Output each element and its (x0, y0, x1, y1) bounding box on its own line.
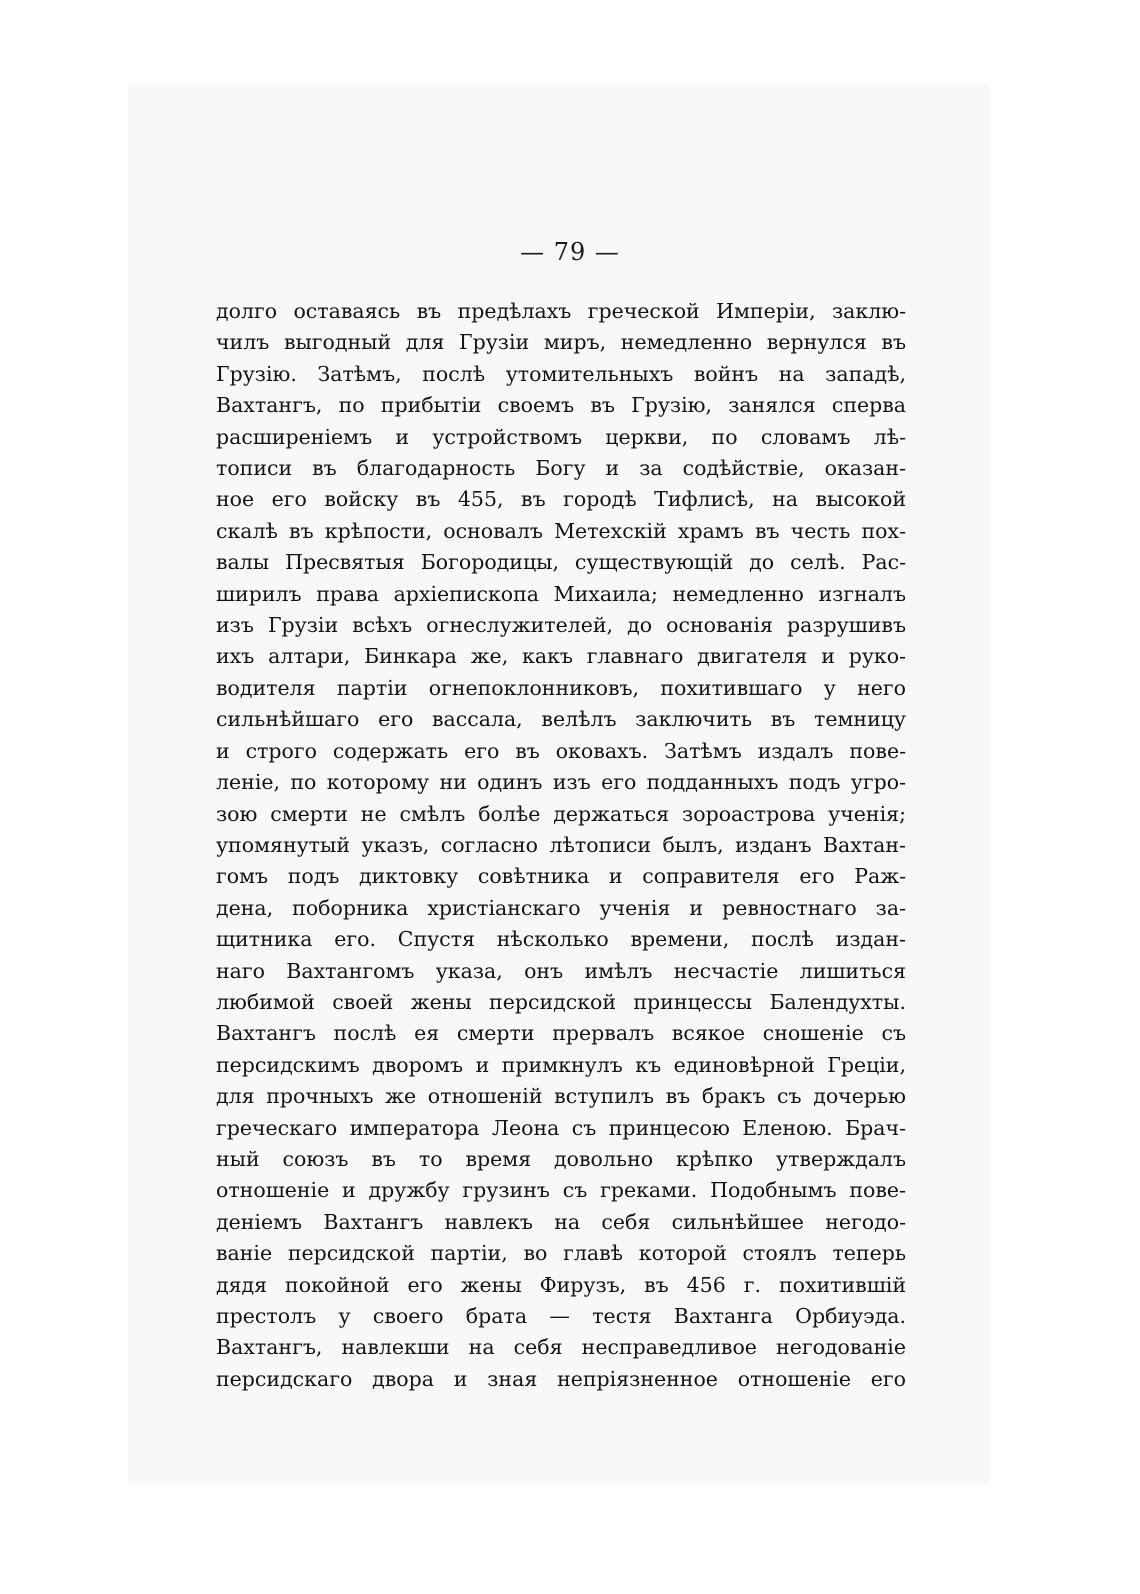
text-line: скалѣ въ крѣпости, основалъ Метехскій храмъ въ честь пох- (216, 518, 906, 543)
text-line: долго оставаясь въ предѣлахъ греческой Имперіи, заклю- (216, 299, 906, 323)
text-line: ное его войску въ 455, въ городѣ Тифлисѣ, на высокой (216, 487, 906, 512)
text-line: сильнѣйшаго его вассала, велѣлъ заключить въ темницу (216, 707, 906, 732)
text-line: щитника его. Спустя нѣсколько времени, послѣ издан- (216, 927, 906, 952)
text-line: упомянутый указъ, согласно лѣтописи былъ, изданъ Вахтан- (216, 832, 906, 857)
text-line: расширеніемъ и устройствомъ церкви, по словамъ лѣ- (216, 424, 906, 449)
text-line: любимой своей жены персидской принцессы Балендухты. (216, 989, 906, 1014)
text-line: ширилъ права архіепископа Михаила; немедленно изгналъ (216, 581, 906, 606)
text-line: отношеніе и дружбу грузинъ съ греками. Подобнымъ пове- (216, 1178, 906, 1203)
text-line: и строго содержать его въ оковахъ. Затѣмъ издалъ пове- (216, 738, 906, 763)
text-line: наго Вахтангомъ указа, онъ имѣлъ несчастіе лишиться (216, 958, 906, 983)
text-line: персидскаго двора и зная непріязненное отношеніе его (216, 1366, 906, 1391)
text-line: греческаго императора Леона съ принцесою Еленою. Брач- (216, 1115, 906, 1140)
text-line: Грузію. Затѣмъ, послѣ утомительныхъ войнъ на западѣ, (216, 361, 906, 386)
text-line: Вахтангъ послѣ ея смерти прервалъ всякое сношеніе съ (216, 1021, 906, 1046)
text-line: персидскимъ дворомъ и примкнулъ къ единовѣрной Греціи, (216, 1052, 906, 1077)
page-number: — 79 — (520, 238, 620, 266)
text-line: ный союзъ въ то время довольно крѣпко утверждалъ (216, 1146, 906, 1171)
text-line: Вахтангъ, навлекши на себя несправедливое негодованіе (216, 1335, 906, 1360)
text-line: зою смерти не смѣлъ болѣе держаться зороастрова ученія; (216, 801, 906, 826)
text-line: для прочныхъ же отношеній вступилъ въ бракъ съ дочерью (216, 1084, 906, 1109)
text-line: валы Пресвятыя Богородицы, существующій до селѣ. Рас- (216, 550, 906, 575)
text-line: изъ Грузіи всѣхъ огнеслужителей, до основанія разрушивъ (216, 613, 906, 638)
text-line: тописи въ благодарность Богу и за содѣйствіе, оказан- (216, 456, 906, 481)
text-line: престолъ у своего брата — тестя Вахтанга Орбиуэда. (216, 1304, 906, 1328)
text-line: леніе, по которому ни одинъ изъ его подданныхъ подъ угро- (216, 770, 906, 795)
text-line: гомъ подъ диктовку совѣтника и соправителя его Раж- (216, 864, 906, 889)
text-line: чилъ выгодный для Грузіи миръ, немедленно вернулся въ (216, 330, 906, 355)
text-line: ихъ алтари, Бинкара же, какъ главнаго двигателя и руко- (216, 644, 906, 669)
text-line: дядя покойной его жены Фирузъ, въ 456 г. похитившій (216, 1272, 906, 1297)
text-line: ваніе персидской партіи, во главѣ которой стоялъ теперь (216, 1241, 906, 1266)
text-line: Вахтангъ, по прибытіи своемъ въ Грузію, занялся сперва (216, 393, 906, 418)
body-text (216, 296, 906, 1395)
text-line: дена, поборника христіанскаго ученія и ревностнаго за- (216, 895, 906, 920)
text-line: водителя партіи огнепоклонниковъ, похитившаго у него (216, 675, 906, 700)
text-line: деніемъ Вахтангъ навлекъ на себя сильнѣйшее негодо- (216, 1209, 906, 1234)
